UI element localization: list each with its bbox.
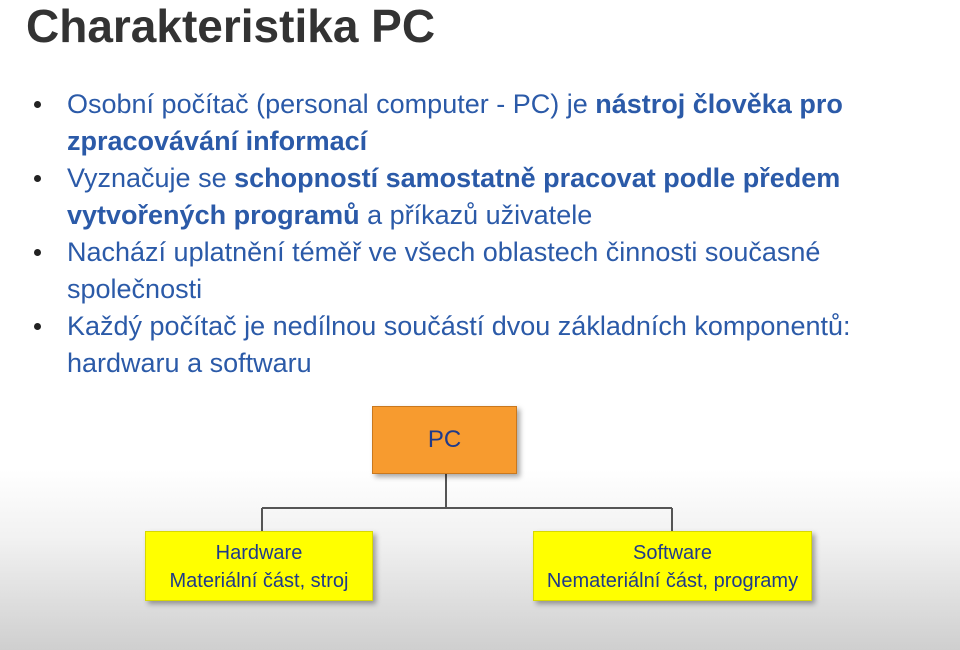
- bullet-text-segment: Každý počítač je nedílnou součástí dvou základních komponentů: hardwaru a softwaru: [67, 311, 851, 378]
- bullet-text-segment: a příkazů uživatele: [359, 200, 593, 230]
- slide-title: Charakteristika PC: [26, 0, 436, 52]
- bullet-text-bold-segment: nástroj člověka pro zpracovávání informací: [67, 89, 843, 156]
- bullet-text-segment: Osobní počítač (personal computer - PC) je: [67, 89, 596, 119]
- hardware-node-subtitle: Materiální část, stroj: [169, 570, 349, 592]
- software-node-subtitle: Nemateriální část, programy: [546, 570, 799, 592]
- root-node-label: PC: [427, 426, 462, 453]
- bullet-text-segment: Vyznačuje se: [67, 163, 235, 193]
- bullet-text-segment: Nachází uplatnění téměř ve všech oblastech činnosti současné společnosti: [67, 237, 821, 304]
- bullet-text-bold-segment: schopností samostatně pracovat podle předem vytvořených programů: [67, 163, 841, 230]
- diagram-node-hardware: [145, 531, 373, 601]
- diagram-root-node-pc: [372, 406, 517, 474]
- diagram-node-software: [533, 531, 812, 601]
- hardware-node-title: Hardware: [215, 542, 303, 564]
- software-node-title: Software: [633, 542, 712, 564]
